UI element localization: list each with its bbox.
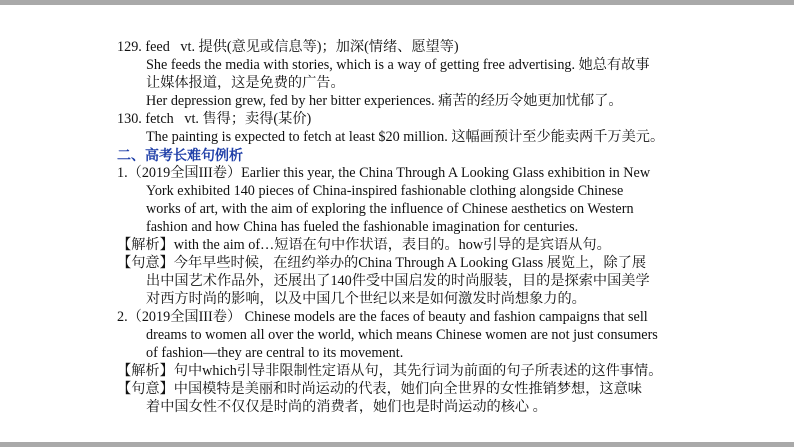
example-sentence: Her depression grew, fed by her bitter experiences. 痛苦的经历令她更加忧郁了。 (146, 93, 623, 109)
sentence-1-cont: works of art, with the aim of exploring the influence of Chinese aesthetics on Western (146, 201, 634, 217)
meaning-1-cont: 出中国艺术作品外，还展出了140件受中国启发的时尚服装，目的是探索中国美学 (146, 273, 650, 289)
vocab-entry-129: 129. feed vt. 提供(意见或信息等)；加深(情绪、愿望等) (117, 39, 459, 55)
meaning-2: 【句意】中国模特是美丽和时尚运动的代表，她们向全世界的女性推销梦想，这意味 (117, 381, 642, 397)
top-border-bar (0, 0, 794, 5)
sentence-2-cont: dreams to women all over the world, which means Chinese women are not just consumers (146, 327, 658, 343)
sentence-2-cont: of fashion—they are central to its movement. (146, 345, 404, 361)
sentence-1-cont: York exhibited 140 pieces of China-inspired fashionable clothing alongside Chinese (146, 183, 624, 199)
section-heading: 二、高考长难句例析 (117, 148, 243, 164)
meaning-1: 【句意】今年早些时候，在纽约举办的China Through A Looking Glass 展览上，除了展 (117, 255, 647, 271)
meaning-1-cont: 对西方时尚的影响，以及中国几个世纪以来是如何激发时尚想象力的。 (146, 291, 586, 307)
bottom-border-bar (0, 442, 794, 447)
analysis-1: 【解析】with the aim of…短语在句中作状语，表目的。how引导的是宾语从句。 (117, 237, 611, 253)
sentence-1: 1.（2019全国III卷）Earlier this year, the China Through A Looking Glass exhibition in New (117, 165, 651, 181)
example-sentence-cont: 让媒体报道，这是免费的广告。 (146, 75, 345, 91)
meaning-2-cont: 着中国女性不仅仅是时尚的消费者，她们也是时尚运动的核心 。 (146, 399, 547, 415)
sentence-2: 2.（2019全国III卷） Chinese models are the faces of beauty and fashion campaigns that sell (117, 309, 648, 325)
vocab-entry-130: 130. fetch vt. 售得；卖得(某价) (117, 111, 312, 127)
example-sentence: She feeds the media with stories, which is a way of getting free advertising. 她总有故事 (146, 57, 650, 73)
example-sentence: The painting is expected to fetch at least $20 million. 这幅画预计至少能卖两千万美元。 (146, 129, 665, 145)
sentence-1-cont: fashion and how China has fueled the fashionable imagination for centuries. (146, 219, 579, 235)
analysis-2: 【解析】句中which引导非限制性定语从句，其先行词为前面的句子所表述的这件事情。 (117, 363, 663, 379)
